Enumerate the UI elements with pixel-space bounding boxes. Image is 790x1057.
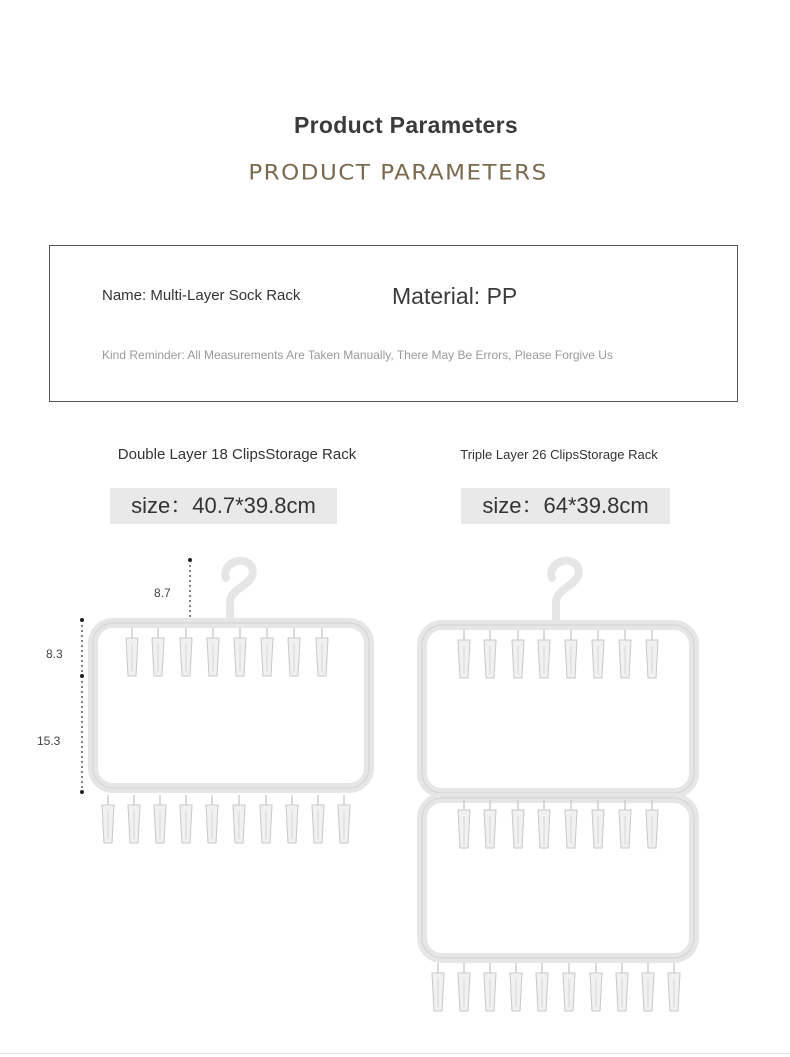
hook-dimension-label: 8.7 <box>154 586 171 600</box>
triple-layer-size: size：64*39.8cm <box>461 488 670 524</box>
product-material: Material: PP <box>392 283 518 309</box>
frame-dimension-label: 15.3 <box>37 734 61 748</box>
double-layer-size: size：40.7*39.8cm <box>110 488 337 524</box>
page-subtitle: PRODUCT PARAMETERS <box>248 161 548 185</box>
triple-layer-rack-image <box>414 558 714 1028</box>
double-layer-name: Double Layer 18 ClipsStorage Rack <box>117 446 357 463</box>
page-title: Product Parameters <box>294 112 518 138</box>
triple-layer-name: Triple Layer 26 ClipsStorage Rack <box>460 447 658 462</box>
product-name: Name: Multi-Layer Sock Rack <box>102 287 301 304</box>
double-layer-rack-image <box>88 558 378 858</box>
divider <box>0 1053 790 1054</box>
kind-reminder: Kind Reminder: All Measurements Are Taken Manually, There May Be Errors, Please Forgive Us <box>102 348 613 362</box>
top-dimension-label: 8.3 <box>46 647 63 661</box>
